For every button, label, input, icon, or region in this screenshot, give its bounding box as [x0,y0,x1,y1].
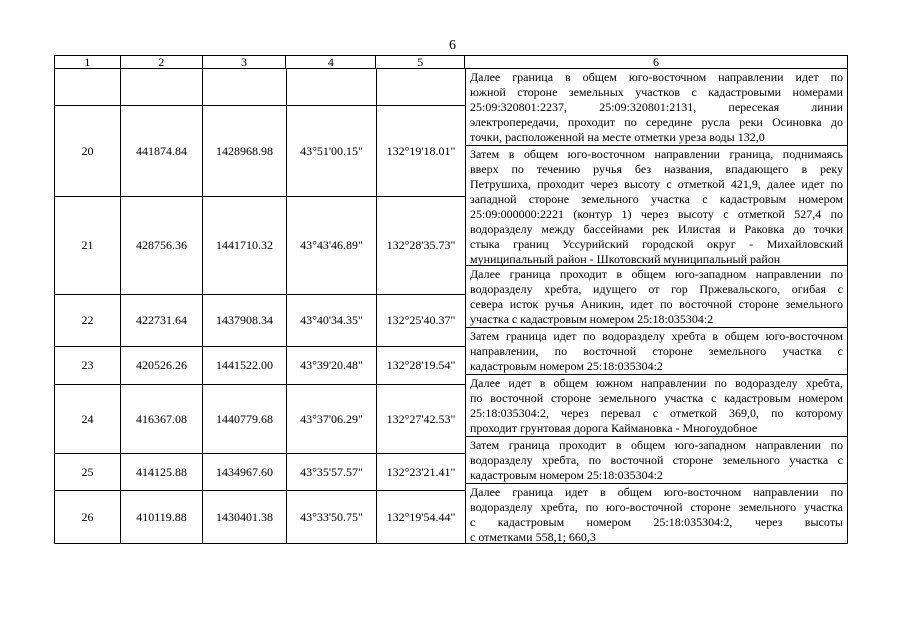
coord-x: 422731.64 [121,295,203,346]
coord-y: 1430401.38 [203,491,287,543]
header-col-1: 1 [55,56,121,68]
longitude: 132°25'40.37" [377,295,466,346]
coord-x: 410119.88 [121,491,203,543]
latitude: 43°35'57.57" [287,454,377,490]
description-line: Затем граница проходит в общем юго-западном направлении по [470,438,843,452]
coord-x [121,69,203,105]
longitude: 132°23'21.41" [377,454,466,490]
point-number: 20 [55,106,121,196]
description-line: направлении, по восточной стороне земельного участка с [470,344,843,358]
header-col-5: 5 [376,56,465,68]
page-number: 6 [449,38,456,53]
description-cell [466,266,847,328]
latitude: 43°39'20.48" [287,347,377,384]
description-line: точки, расположенной на месте отметки уреза воды 132,0 [470,130,765,144]
coord-y: 1434967.60 [203,454,287,490]
longitude: 132°27'42.53" [377,385,466,453]
description-line: Далее граница проходит в общем юго-западном направлении по [470,267,843,281]
point-number: 26 [55,491,121,543]
description-line: водоразделу хребта, идущего от гор Пржевальского, огибая с [470,282,843,296]
table-row [55,385,466,454]
point-number: 24 [55,385,121,453]
coordinate-columns [55,69,466,543]
coord-x: 428756.36 [121,197,203,294]
longitude: 132°28'19.54" [377,347,466,384]
description-line: южной стороне земельных участков с кадастровыми номерами [470,85,843,99]
table-row [55,454,466,491]
boundary-table [54,55,848,544]
point-number: 25 [55,454,121,490]
latitude: 43°40'34.35" [287,295,377,346]
coord-y [203,69,287,105]
latitude: 43°51'00.15" [287,106,377,196]
coord-y: 1428968.98 [203,106,287,196]
latitude: 43°33'50.75" [287,491,377,543]
header-col-2: 2 [121,56,203,68]
longitude: 132°19'18.01" [377,106,466,196]
coord-y: 1441522.00 [203,347,287,384]
coord-y: 1440779.68 [203,385,287,453]
table-row [55,106,466,197]
description-line: с отметками 558,1; 660,3 [470,530,596,543]
point-number: 23 [55,347,121,384]
point-number: 21 [55,197,121,294]
description-column [466,69,847,543]
description-line: 25:09:000000:2221 (контур 1) через высоту с отметкой 527,4 по [470,207,843,221]
description-line: Затем граница идет по водоразделу хребта в общем юго-восточном [470,329,843,343]
table-row [55,491,466,543]
description-line: по восточной стороне земельного участка с кадастровым номером [470,391,843,405]
longitude: 132°19'54.44" [377,491,466,543]
description-line: западной стороне земельного участка с кадастровым номером [470,192,843,206]
description-line: севера исток ручья Аникин, идет по восточной стороне земельного [470,297,843,311]
table-row [55,197,466,295]
latitude: 43°37'06.29" [287,385,377,453]
description-line: участка с кадастровым номером 25:18:035304:2 [470,312,714,326]
description-cell [466,437,847,484]
description-line: 25:09:320801:2237, 25:09:320801:2131, пересекая линии [470,100,843,114]
latitude: 43°43'46.89" [287,197,377,294]
description-line: Далее идет в общем южном направлении по водоразделу хребта, [470,376,843,390]
description-line: Петрушиха, проходит через высоту с отметкой 421,9, далее идет по [470,177,843,191]
description-line: муниципальный район - Шкотовский муниципальный район [470,252,781,266]
description-line: вверх по течению ручья без названия, впадающего в реку [470,162,843,176]
header-col-4: 4 [286,56,376,68]
description-line: Затем в общем юго-восточном направлении граница, поднимаясь [470,147,843,161]
description-cell [466,146,847,266]
table-row [55,347,466,385]
description-line: электропередачи, проходит по середине русла реки Осиновка до [470,115,843,129]
header-col-3: 3 [203,56,287,68]
description-cell [466,484,847,543]
description-cell [466,69,847,146]
description-cell [466,328,847,375]
description-line: водоразделу хребта, по восточной стороне земельного участка с [470,453,843,467]
coord-x: 414125.88 [121,454,203,490]
coord-x: 416367.08 [121,385,203,453]
description-line: водоразделу хребта, по юго-восточной стороне земельного участка [470,500,843,514]
table-row [55,295,466,347]
table-body [54,69,848,544]
table-row [55,69,466,106]
description-line: 25:18:035304:2, через перевал с отметкой 369,0, по которому [470,406,843,420]
coord-y: 1437908.34 [203,295,287,346]
description-line: стыка границ Уссурийский городской округ - Михайловский [470,237,843,251]
coord-x: 441874.84 [121,106,203,196]
table-header [54,55,848,69]
latitude [287,69,377,105]
description-line: Далее граница в общем юго-восточном направлении идет по [470,70,843,84]
coord-x: 420526.26 [121,347,203,384]
description-line: кадастровым номером 25:18:035304:2 [470,468,663,482]
description-line: с кадастровым номером 25:18:035304:2, через высоты [470,515,843,529]
header-col-6: 6 [653,55,659,69]
description-cell [466,375,847,437]
description-line: кадастровым номером 25:18:035304:2 [470,359,663,373]
longitude [377,69,466,105]
coord-y: 1441710.32 [203,197,287,294]
point-number [55,69,121,105]
description-line: водоразделу между бассейнами рек Илистая и Раковка до точки [470,222,843,236]
point-number: 22 [55,295,121,346]
description-line: Далее граница идет в общем юго-восточном направлении по [470,485,843,499]
longitude: 132°28'35.73" [377,197,466,294]
description-line: проходит грунтовая дорога Каймановка - Многоудобное [470,421,758,435]
